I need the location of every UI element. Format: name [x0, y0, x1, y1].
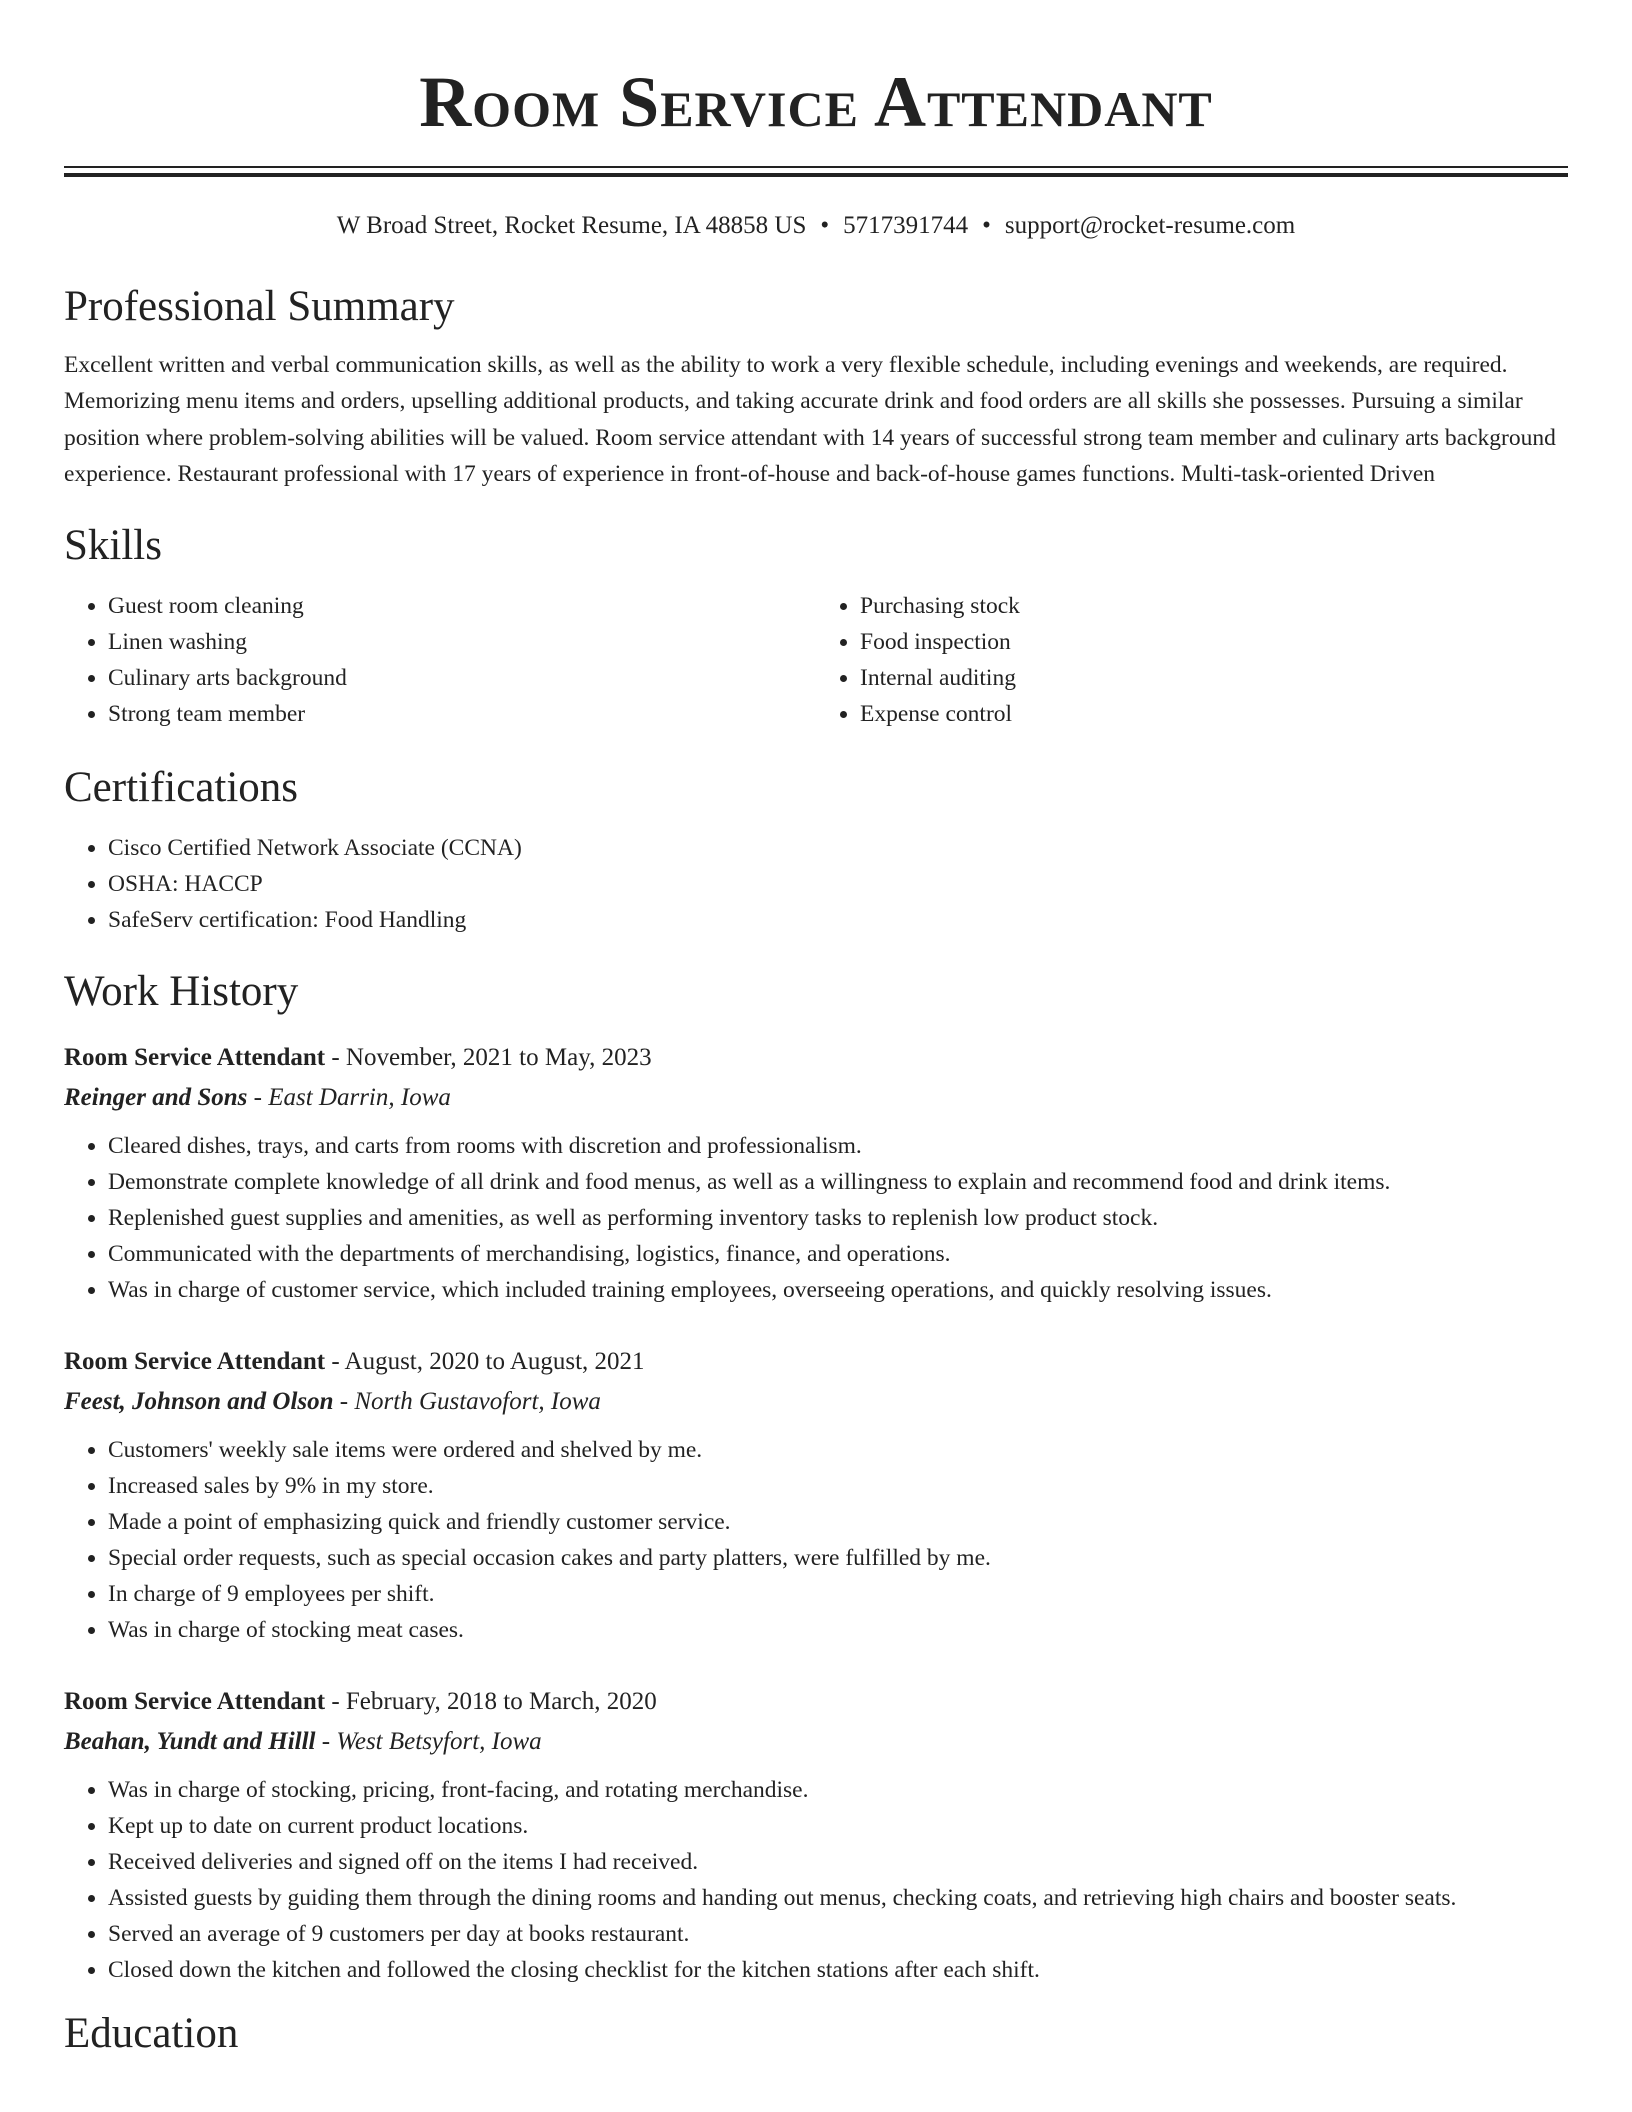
job-company: Reinger and Sons [64, 1084, 248, 1112]
title-divider [64, 166, 1568, 177]
job-bullet: • Demonstrate complete knowledge of all drink and food menus, as well as a willingness to explain and recommend food and drink items. [108, 1164, 1568, 1200]
job-bullet: • Served an average of 9 customers per day at books restaurant. [108, 1916, 1568, 1952]
job-location: - West Betsyfort, Iowa [315, 1728, 542, 1756]
job-bullet: • Cleared dishes, trays, and carts from rooms with discretion and professionalism. [108, 1128, 1568, 1164]
job-bullet: • Replenished guest supplies and amenities, as well as performing inventory tasks to replenish low product stock. [108, 1200, 1568, 1236]
contact-phone: 5717391744 [843, 212, 969, 239]
contact-separator: • [982, 212, 991, 239]
skill-item: • Expense control [860, 696, 1568, 732]
job-bullet: • Kept up to date on current product locations. [108, 1808, 1568, 1844]
job-dates: - August, 2020 to August, 2021 [325, 1348, 645, 1376]
job-entry [64, 1038, 1568, 1308]
section-heading-skills: Skills [64, 522, 162, 570]
job-bullet: • In charge of 9 employees per shift. [108, 1576, 1568, 1612]
job-title: Room Service Attendant [64, 1348, 326, 1376]
job-title-line [64, 1038, 1568, 1078]
skills-list-right [816, 588, 1568, 732]
job-bullet: • Customers' weekly sale items were ordered and shelved by me. [108, 1432, 1568, 1468]
skill-item: • Guest room cleaning [108, 588, 816, 624]
job-title-line [64, 1682, 1568, 1722]
job-bullet: • Was in charge of customer service, which included training employees, overseeing operations, and quickly resolving issues. [108, 1272, 1568, 1308]
certification-item: • Cisco Certified Network Associate (CCNA) [108, 830, 1568, 866]
resume-title: Room Service Attendant [419, 62, 1213, 142]
contact-line [64, 211, 1568, 241]
job-bullet: • Special order requests, such as special occasion cakes and party platters, were fulfilled by me. [108, 1540, 1568, 1576]
section-heading-certifications: Certifications [64, 764, 299, 812]
contact-address: W Broad Street, Rocket Resume, IA 48858 US [336, 212, 807, 239]
job-entry [64, 1342, 1568, 1648]
job-company: Feest, Johnson and Olson [64, 1388, 334, 1416]
job-bullet: • Was in charge of stocking, pricing, front-facing, and rotating merchandise. [108, 1772, 1568, 1808]
job-bullet: • Closed down the kitchen and followed the closing checklist for the kitchen stations after each shift. [108, 1952, 1568, 1988]
certifications-list [64, 830, 1568, 938]
skill-item: • Culinary arts background [108, 660, 816, 696]
job-location: - East Darrin, Iowa [247, 1084, 451, 1112]
job-bullets [64, 1128, 1568, 1308]
job-title-line [64, 1342, 1568, 1382]
job-bullet: • Assisted guests by guiding them through the dining rooms and handing out menus, checking coats, and retrieving high chairs and booster seats. [108, 1880, 1568, 1916]
summary-text: Excellent written and verbal communication skills, as well as the ability to work a very flexible schedule, including evenings and weekends, are required. Memorizing menu items and orders, upselling additional products, and taking accurate drink and food orders are all skills she possesses. Pursuing a similar position where problem-solving abilities will be valued. Room service attendant with 14 years of successful strong team member and culinary arts background experience. Restaurant professional with 17 years of experience in front-of-house and back-of-house games functions. Multi-task-oriented Driven [64, 352, 1556, 487]
job-title: Room Service Attendant [64, 1688, 326, 1716]
contact-email: support@rocket-resume.com [1004, 212, 1296, 239]
job-company: Beahan, Yundt and Hilll [64, 1728, 316, 1756]
skill-item: • Internal auditing [860, 660, 1568, 696]
job-bullet: • Increased sales by 9% in my store. [108, 1468, 1568, 1504]
skill-item: • Purchasing stock [860, 588, 1568, 624]
job-bullets [64, 1432, 1568, 1648]
certification-item: • OSHA: HACCP [108, 866, 1568, 902]
job-company-line [64, 1382, 1568, 1422]
contact-separator: • [820, 212, 830, 239]
job-company-line [64, 1078, 1568, 1118]
job-bullet: • Was in charge of stocking meat cases. [108, 1612, 1568, 1648]
job-dates: - February, 2018 to March, 2020 [325, 1688, 657, 1716]
skill-item: • Linen washing [108, 624, 816, 660]
section-heading-education: Education [64, 2010, 239, 2058]
skill-item: • Strong team member [108, 696, 816, 732]
job-bullets [64, 1772, 1568, 1988]
skill-item: • Food inspection [860, 624, 1568, 660]
section-heading-work-history: Work History [64, 968, 299, 1016]
certification-item: • SafeServ certification: Food Handling [108, 902, 1568, 938]
skills-columns [64, 588, 1568, 732]
section-heading-summary: Professional Summary [64, 283, 455, 330]
job-bullet: • Made a point of emphasizing quick and friendly customer service. [108, 1504, 1568, 1540]
skills-list-left [64, 588, 816, 732]
job-company-line [64, 1722, 1568, 1762]
job-bullet: • Received deliveries and signed off on the items I had received. [108, 1844, 1568, 1880]
job-location: - North Gustavofort, Iowa [333, 1388, 601, 1416]
job-title: Room Service Attendant [64, 1044, 326, 1072]
job-dates: - November, 2021 to May, 2023 [325, 1044, 652, 1072]
job-entry [64, 1682, 1568, 1988]
job-bullet: • Communicated with the departments of merchandising, logistics, finance, and operations. [108, 1236, 1568, 1272]
